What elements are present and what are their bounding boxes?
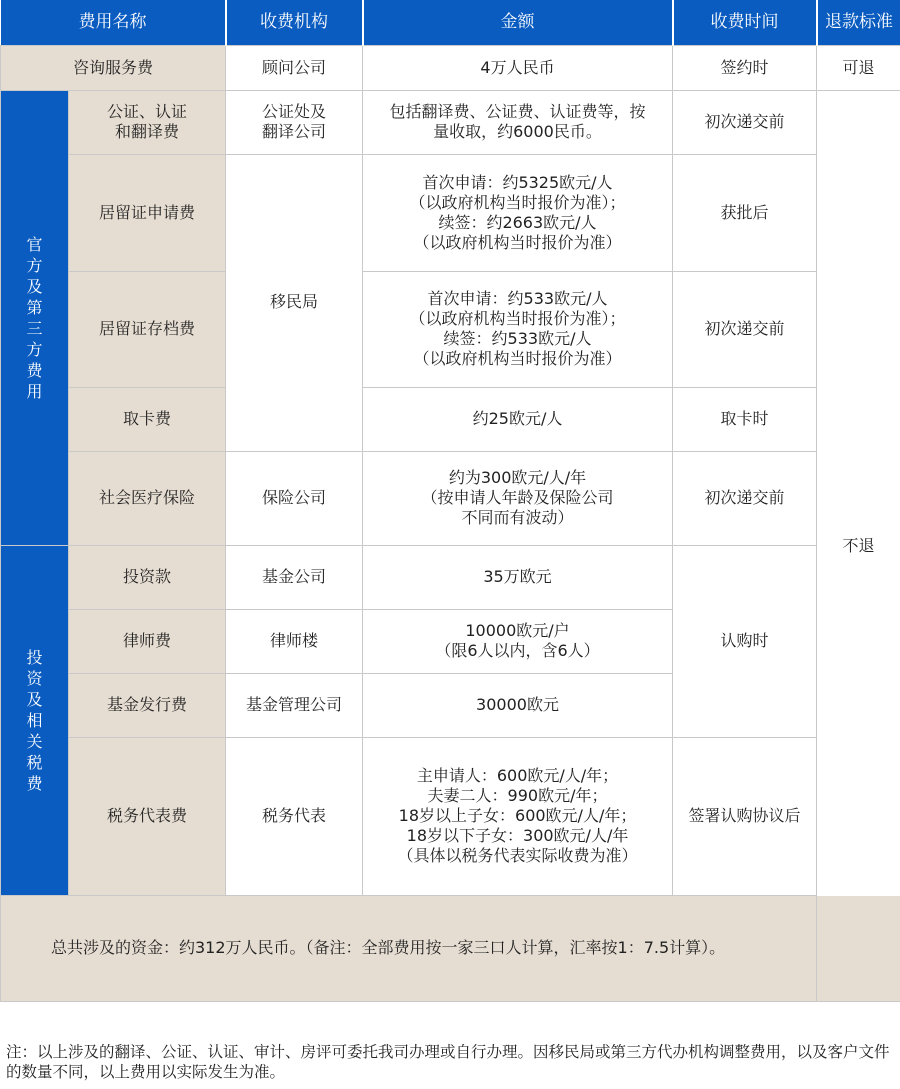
time-cell: 初次递交前 bbox=[673, 451, 817, 545]
time-cell: 取卡时 bbox=[673, 387, 817, 451]
amount-cell: 10000欧元/户 （限6人以内，含6人） bbox=[363, 609, 673, 673]
org-cell: 公证处及 翻译公司 bbox=[226, 90, 363, 154]
header-refund: 退款标准 bbox=[817, 0, 900, 45]
fee-name-cell: 税务代表费 bbox=[69, 737, 226, 895]
table-row bbox=[1, 451, 900, 545]
header-amount: 金额 bbox=[363, 0, 673, 45]
time-cell: 认购时 bbox=[673, 545, 817, 737]
amount-cell: 30000欧元 bbox=[363, 673, 673, 737]
fee-name-cell: 公证、认证 和翻译费 bbox=[69, 90, 226, 154]
fee-name-cell: 律师费 bbox=[69, 609, 226, 673]
category-label: 投资及相关税费 bbox=[26, 647, 43, 793]
header-org: 收费机构 bbox=[226, 0, 363, 45]
category-label: 官方及第三方费用 bbox=[26, 234, 43, 401]
total-text: 总共涉及的资金：约312万人民币。（备注：全部费用按一家三口人计算，汇率按1：7.5计算）。 bbox=[1, 895, 900, 1001]
table-row bbox=[1, 737, 900, 895]
time-cell: 初次递交前 bbox=[673, 271, 817, 387]
org-cell: 基金管理公司 bbox=[226, 673, 363, 737]
amount-cell: 首次申请：约533欧元/人 （以政府机构当时报价为准）； 续签：约533欧元/人 （以政府机构当时报价为准） bbox=[363, 271, 673, 387]
amount-cell: 主申请人：600欧元/人/年； 夫妻二人：990欧元/年； 18岁以上子女：600欧元/人/年； 18岁以下子女：300欧元/人/年 （具体以税务代表实际收费为准） bbox=[363, 737, 673, 895]
fee-name-cell: 社会医疗保险 bbox=[69, 451, 226, 545]
org-cell: 顾问公司 bbox=[226, 45, 363, 90]
table-row bbox=[1, 271, 900, 387]
total-row bbox=[1, 895, 900, 1001]
time-cell: 签约时 bbox=[673, 45, 817, 90]
footnote: 注：以上涉及的翻译、公证、认证、审计、房评可委托我司办理或自行办理。因移民局或第三方代办机构调整费用，以及客户文件的数量不同，以上费用以实际发生为准。 bbox=[6, 1043, 890, 1081]
time-cell: 初次递交前 bbox=[673, 90, 817, 154]
table-row bbox=[1, 154, 900, 271]
org-cell: 律师楼 bbox=[226, 609, 363, 673]
fee-name-cell: 居留证申请费 bbox=[69, 154, 226, 271]
amount-cell: 首次申请：约5325欧元/人 （以政府机构当时报价为准）； 续签：约2663欧元/人 （以政府机构当时报价为准） bbox=[363, 154, 673, 271]
table-row bbox=[1, 45, 900, 90]
header-row bbox=[1, 0, 900, 45]
table-row bbox=[1, 387, 900, 451]
org-cell: 基金公司 bbox=[226, 545, 363, 609]
header-time: 收费时间 bbox=[673, 0, 817, 45]
fee-name-cell: 基金发行费 bbox=[69, 673, 226, 737]
amount-cell: 约为300欧元/人/年 （按申请人年龄及保险公司 不同而有波动） bbox=[363, 451, 673, 545]
org-cell: 移民局 bbox=[226, 154, 363, 451]
table-row bbox=[1, 545, 900, 609]
category-official bbox=[1, 90, 69, 545]
amount-cell: 35万欧元 bbox=[363, 545, 673, 609]
amount-cell: 包括翻译费、公证费、认证费等，按 量收取，约6000民币。 bbox=[363, 90, 673, 154]
org-cell: 税务代表 bbox=[226, 737, 363, 895]
amount-cell: 4万人民币 bbox=[363, 45, 673, 90]
fee-name-cell: 投资款 bbox=[69, 545, 226, 609]
table-row bbox=[1, 90, 900, 154]
fee-name-cell: 咨询服务费 bbox=[1, 45, 226, 90]
fee-name-cell: 居留证存档费 bbox=[69, 271, 226, 387]
header-fee-name: 费用名称 bbox=[1, 0, 226, 45]
org-cell: 保险公司 bbox=[226, 451, 363, 545]
category-invest bbox=[1, 545, 69, 895]
refund-cell: 不退 bbox=[817, 90, 900, 1001]
time-cell: 签署认购协议后 bbox=[673, 737, 817, 895]
fee-name-cell: 取卡费 bbox=[69, 387, 226, 451]
time-cell: 获批后 bbox=[673, 154, 817, 271]
amount-cell: 约25欧元/人 bbox=[363, 387, 673, 451]
refund-cell: 可退 bbox=[817, 45, 900, 90]
